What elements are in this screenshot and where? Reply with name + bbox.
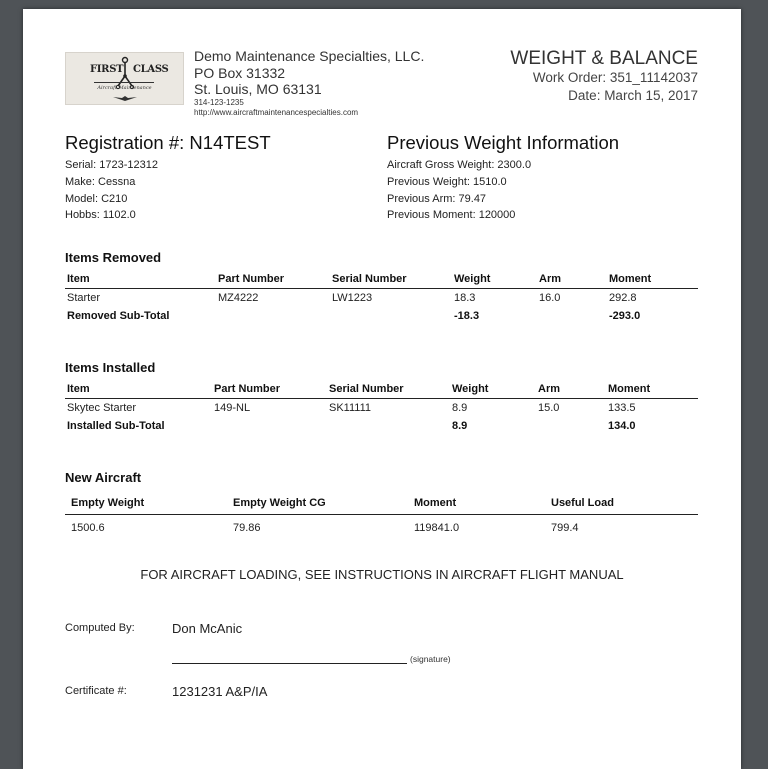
aircraft-hobbs: Hobbs: 1102.0 [65, 209, 136, 221]
cell-weight: 8.9 [452, 402, 468, 414]
column-header: Moment [608, 383, 651, 395]
table-header-rule [65, 288, 698, 289]
aircraft-make: Make: Cessna [65, 176, 136, 188]
column-header: Serial Number [332, 273, 407, 285]
column-header: Useful Load [551, 497, 614, 509]
computed-by-label: Computed By: [65, 622, 135, 634]
column-header: Part Number [214, 383, 281, 395]
cell-useful-load: 799.4 [551, 522, 579, 534]
signature-label: (signature) [410, 654, 451, 664]
cell-item: Skytec Starter [67, 402, 137, 414]
table-header-rule [65, 398, 698, 399]
subtotal-moment: -293.0 [609, 310, 641, 322]
company-website: http://www.aircraftmaintenancespecialties.com [194, 108, 359, 117]
cell-empty-weight: 1500.6 [71, 522, 105, 534]
column-header: Arm [539, 273, 562, 285]
loading-notice: FOR AIRCRAFT LOADING, SEE INSTRUCTIONS IN AIRCRAFT FLIGHT MANUAL [140, 567, 624, 582]
cell-moment: 292.8 [609, 292, 637, 304]
company-phone: 314-123-1235 [194, 98, 244, 107]
company-address-line2: St. Louis, MO 63131 [194, 81, 322, 97]
company-name: Demo Maintenance Specialties, LLC. [194, 48, 425, 64]
column-header: Moment [414, 497, 457, 509]
previous-arm: Previous Arm: 79.47 [387, 193, 487, 205]
cell-moment: 133.5 [608, 402, 636, 414]
cell-serial-number: SK11111 [329, 402, 371, 414]
column-header: Weight [452, 383, 489, 395]
document-date: Date: March 15, 2017 [568, 88, 698, 103]
cell-arm: 16.0 [539, 292, 561, 304]
certificate-value: 1231231 A&P/IA [172, 684, 268, 699]
computed-by-value: Don McAnic [172, 621, 243, 636]
table-header-rule [65, 514, 698, 515]
logo-subtitle: Aircraft Maintenance [97, 85, 152, 91]
company-logo [65, 52, 184, 105]
aircraft-model: Model: C210 [65, 193, 128, 205]
wings-icon [112, 95, 138, 102]
work-order: Work Order: 351_11142037 [532, 70, 698, 85]
cell-empty-weight-cg: 79.86 [233, 522, 261, 534]
aircraft-serial: Serial: 1723-12312 [65, 159, 158, 171]
subtotal-label: Installed Sub-Total [67, 420, 165, 432]
registration-heading: Registration #: N14TEST [65, 132, 271, 153]
items-installed-heading: Items Installed [65, 360, 156, 375]
subtotal-weight: -18.3 [454, 310, 480, 322]
logo-text-left: FIRST [90, 64, 124, 75]
cell-weight: 18.3 [454, 292, 476, 304]
cell-moment: 119841.0 [414, 522, 460, 534]
cell-item: Starter [67, 292, 101, 304]
subtotal-moment: 134.0 [608, 420, 636, 432]
certificate-label: Certificate #: [65, 685, 127, 697]
subtotal-weight: 8.9 [452, 420, 468, 432]
company-address-line1: PO Box 31332 [194, 65, 286, 81]
column-header: Arm [538, 383, 561, 395]
column-header: Item [67, 273, 90, 285]
new-aircraft-heading: New Aircraft [65, 470, 142, 485]
signature-line [172, 663, 407, 664]
column-header: Part Number [218, 273, 285, 285]
items-removed-heading: Items Removed [65, 250, 162, 265]
column-header: Empty Weight [71, 497, 145, 509]
column-header: Serial Number [329, 383, 404, 395]
document-page [23, 9, 741, 769]
previous-gross-weight: Aircraft Gross Weight: 2300.0 [387, 159, 532, 171]
cell-serial-number: LW1223 [332, 292, 373, 304]
logo-rule [94, 82, 154, 83]
document-title: WEIGHT & BALANCE [510, 48, 698, 69]
column-header: Moment [609, 273, 652, 285]
propeller-icon [116, 56, 134, 98]
column-header: Item [67, 383, 90, 395]
column-header: Empty Weight CG [233, 497, 326, 509]
cell-part-number: 149-NL [214, 402, 251, 414]
logo-text-right: CLASS [133, 64, 169, 75]
subtotal-label: Removed Sub-Total [67, 310, 170, 322]
previous-weight-heading: Previous Weight Information [387, 132, 620, 153]
cell-arm: 15.0 [538, 402, 560, 414]
column-header: Weight [454, 273, 491, 285]
cell-part-number: MZ4222 [218, 292, 259, 304]
previous-weight: Previous Weight: 1510.0 [387, 176, 507, 188]
previous-moment: Previous Moment: 120000 [387, 209, 516, 221]
